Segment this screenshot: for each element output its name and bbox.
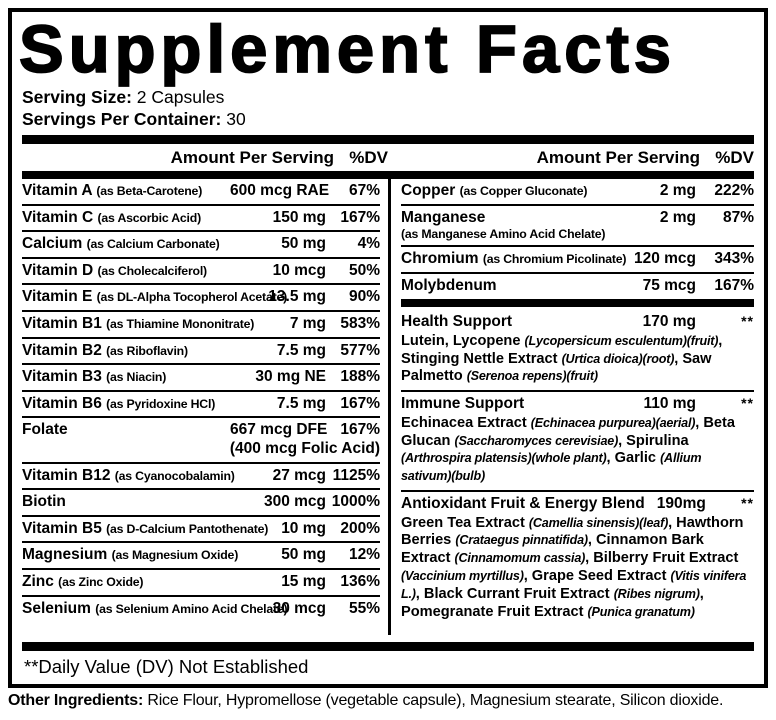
nutrient-dv: 222% <box>714 182 754 200</box>
nutrient-name: Chromium (as Chromium Picolinate) <box>401 250 627 268</box>
nutrient-name: Biotin <box>22 493 66 511</box>
nutrient-amount: 120 mcg <box>633 250 696 268</box>
right-nutrient-column <box>388 179 754 635</box>
nutrient-form: (as Thiamine Mononitrate) <box>106 317 255 332</box>
blend-ingredients <box>401 333 754 386</box>
ingredient-text: , Hawthorn Berries <box>401 514 744 549</box>
servings-per-container-value: 30 <box>226 108 246 129</box>
blend-section <box>401 392 754 492</box>
nutrient-dv: ** <box>741 395 754 412</box>
nutrient-dv: 1125% <box>332 466 380 484</box>
nutrient-form: (as Calcium Carbonate) <box>86 237 220 252</box>
nutrient-form: (as Cholecalciferol) <box>97 263 207 278</box>
nutrient-row <box>22 392 380 419</box>
latin-name: (Punica granatum) <box>587 604 695 619</box>
nutrient-name: Zinc (as Zinc Oxide) <box>22 572 144 590</box>
other-ingredients-label: Other Ingredients: <box>8 692 144 709</box>
nutrient-form: (as Riboflavin) <box>106 343 188 358</box>
nutrient-amount: 10 mcg <box>272 261 326 279</box>
divider-bar-thick <box>22 171 754 179</box>
nutrient-amount: 667 mcg DFE <box>230 421 328 439</box>
divider-bar-thick <box>401 299 754 307</box>
nutrient-form: (as Manganese Amino Acid Chelate) <box>401 227 606 242</box>
panel-title: Supplement Facts <box>19 12 677 87</box>
other-ingredients-text: Rice Flour, Hypromellose (vegetable capsule), Magnesium stearate, Silicon dioxide. <box>147 692 724 709</box>
nutrient-form: (as Zinc Oxide) <box>58 574 144 589</box>
nutrient-row <box>22 570 380 597</box>
nutrient-row <box>22 206 380 233</box>
nutrient-dv: 167% <box>340 421 380 439</box>
ingredient-text: , Black Currant Fruit Extract <box>415 585 614 602</box>
latin-name: (Arthrospira platensis)(whole plant) <box>401 451 607 466</box>
amount-per-serving-header: Amount Per Serving <box>170 148 334 168</box>
ingredient-text: Green Tea Extract <box>401 514 529 531</box>
nutrient-amount: 30 mg NE <box>255 368 326 386</box>
serving-size-value: 2 Capsules <box>136 86 225 107</box>
nutrient-form: (as Ascorbic Acid) <box>97 210 201 225</box>
nutrient-row <box>22 312 380 339</box>
nutrient-name: Health Support <box>401 313 513 331</box>
latin-name: (Cinnamomum cassia) <box>454 551 586 566</box>
latin-name: (Camellia sinensis)(leaf) <box>528 515 669 530</box>
nutrient-row <box>22 259 380 286</box>
percent-dv-header: %DV <box>349 148 388 168</box>
nutrient-amount: 2 mg <box>659 182 696 200</box>
latin-name: (Crataegus pinnatifida) <box>455 533 588 548</box>
nutrient-name: Manganese (as Manganese Amino Acid Chelate) <box>401 208 606 242</box>
left-column-header <box>22 148 388 168</box>
amount-per-serving-header: Amount Per Serving <box>536 148 700 168</box>
ingredient-text: , Garlic <box>606 450 661 467</box>
left-rows <box>22 179 380 621</box>
nutrient-amount: 150 mg <box>272 208 326 226</box>
nutrient-amount: 7.5 mg <box>276 394 326 412</box>
nutrient-amount: 300 mcg <box>263 493 326 511</box>
nutrient-dv: 583% <box>340 315 380 333</box>
latin-name: (Urtica dioica)(root) <box>561 351 675 366</box>
ingredient-text: , Saw Palmetto <box>401 350 712 385</box>
nutrient-row <box>401 310 754 333</box>
nutrient-row <box>22 543 380 570</box>
divider-bar-thick <box>22 135 754 144</box>
latin-name: (Vaccinium myrtillus) <box>401 568 524 583</box>
nutrient-dv: 50% <box>348 261 380 279</box>
ingredient-text: Lutein, Lycopene <box>401 332 525 349</box>
nutrient-name: Folate <box>22 421 68 439</box>
nutrient-dv: 1000% <box>331 493 380 511</box>
nutrient-form: (as Beta-Carotene) <box>96 184 203 199</box>
nutrient-name: Vitamin C (as Ascorbic Acid) <box>22 208 201 226</box>
nutrient-amount: 10 mg <box>281 519 326 537</box>
ingredient-text: , Pomegranate Fruit Extract <box>401 585 704 620</box>
ingredient-text: , Spirulina <box>618 432 689 449</box>
nutrient-dv: ** <box>741 313 754 330</box>
other-ingredients-line <box>8 692 774 710</box>
nutrient-name: Selenium (as Selenium Amino Acid Chelate) <box>22 599 288 617</box>
servings-per-container-line <box>22 108 754 130</box>
nutrient-name: Vitamin E (as DL-Alpha Tocopherol Acetate) <box>22 288 288 306</box>
blend-ingredients <box>401 515 754 622</box>
servings-per-container-label: Servings Per Container: <box>22 108 222 129</box>
ingredient-text: , Grape Seed Extract <box>523 567 671 584</box>
nutrient-name: Vitamin B1 (as Thiamine Mononitrate) <box>22 315 255 333</box>
nutrient-name: Vitamin A (as Beta-Carotene) <box>22 182 203 200</box>
latin-name: (Lycopersicum esculentum)(fruit) <box>524 333 719 348</box>
nutrient-row <box>22 285 380 312</box>
nutrient-form: (as Niacin) <box>106 370 167 385</box>
nutrient-amount: 110 mg <box>643 395 696 413</box>
latin-name: (Saccharomyces cerevisiae) <box>454 433 619 448</box>
ingredient-text: , Stinging Nettle Extract <box>401 332 723 367</box>
daily-value-footnote: **Daily Value (DV) Not Established <box>24 656 309 677</box>
nutrient-dv: 167% <box>714 276 754 294</box>
nutrient-row <box>401 179 754 206</box>
nutrient-name: Vitamin B6 (as Pyridoxine HCl) <box>22 394 216 412</box>
latin-name: (Ribes nigrum) <box>613 586 700 601</box>
nutrient-row <box>22 517 380 544</box>
right-column-header <box>388 148 754 168</box>
nutrient-name: Immune Support <box>401 395 525 413</box>
nutrient-row <box>401 274 754 299</box>
nutrient-amount: 13.5 mg <box>268 288 326 306</box>
nutrient-amount-line2: (400 mcg Folic Acid) <box>229 440 380 458</box>
ingredient-text: , Bilberry Fruit Extract <box>585 550 739 567</box>
nutrient-amount: 15 mg <box>281 572 326 590</box>
right-rows <box>401 179 754 298</box>
nutrient-form: (as D-Calcium Pantothenate) <box>106 521 269 536</box>
nutrient-row <box>22 179 380 206</box>
column-headers <box>22 144 754 171</box>
ingredient-text: Echinacea Extract <box>401 414 531 431</box>
nutrient-amount: 50 mg <box>281 235 326 253</box>
nutrient-amount: 7 mg <box>289 315 326 333</box>
nutrient-dv: 12% <box>348 546 380 564</box>
latin-name: (Serenoa repens)(fruit) <box>466 369 598 384</box>
nutrient-amount: 170 mg <box>642 313 696 331</box>
nutrient-form: (as Magnesium Oxide) <box>111 548 239 563</box>
nutrient-dv: 87% <box>722 208 754 226</box>
percent-dv-header: %DV <box>715 148 754 168</box>
nutrient-row <box>401 492 754 515</box>
nutrient-row <box>22 464 380 491</box>
nutrient-name: Calcium (as Calcium Carbonate) <box>22 235 220 253</box>
nutrient-dv: 136% <box>340 572 380 590</box>
nutrient-row <box>22 232 380 259</box>
nutrient-amount: 30 mcg <box>272 599 326 617</box>
nutrient-amount: 600 mcg RAE <box>230 182 330 200</box>
divider-bar-thick <box>22 642 754 651</box>
nutrient-dv: 167% <box>340 394 380 412</box>
latin-name: (Allium sativum)(bulb) <box>401 451 702 484</box>
nutrient-name: Vitamin B5 (as D-Calcium Pantothenate) <box>22 519 269 537</box>
nutrient-form: (as Selenium Amino Acid Chelate) <box>95 601 288 616</box>
nutrient-form: (as Pyridoxine HCl) <box>106 396 216 411</box>
nutrient-dv: 200% <box>340 519 380 537</box>
nutrient-row <box>401 392 754 415</box>
blend-section <box>401 492 754 625</box>
nutrient-form: (as DL-Alpha Tocopherol Acetate) <box>96 290 288 305</box>
nutrient-name: Vitamin B12 (as Cyanocobalamin) <box>22 466 235 484</box>
nutrient-amount: 50 mg <box>281 546 326 564</box>
nutrient-dv: 167% <box>340 208 380 226</box>
nutrient-dv: 4% <box>357 235 380 253</box>
nutrient-name: Vitamin B3 (as Niacin) <box>22 368 167 386</box>
nutrient-dv: 90% <box>348 288 380 306</box>
blend-ingredients <box>401 415 754 486</box>
nutrient-name: Antioxidant Fruit & Energy Blend <box>401 494 645 512</box>
ingredient-text: , Beta Glucan <box>401 414 736 449</box>
blend-section <box>401 310 754 392</box>
nutrient-amount: 190mg <box>656 494 706 512</box>
nutrient-name: Magnesium (as Magnesium Oxide) <box>22 546 239 564</box>
nutrient-dv: 343% <box>714 250 754 268</box>
nutrient-row <box>22 339 380 366</box>
nutrient-form: (as Cyanocobalamin) <box>114 468 235 483</box>
nutrient-row <box>22 490 380 517</box>
serving-size-label: Serving Size: <box>22 86 132 107</box>
nutrient-amount: 27 mcg <box>272 466 326 484</box>
nutrient-row <box>401 247 754 274</box>
nutrient-row <box>22 365 380 392</box>
ingredient-text: , Cinnamon Bark Extract <box>401 532 704 567</box>
nutrient-dv: 577% <box>340 341 380 359</box>
latin-name: (Vitis vinifera L.) <box>401 568 747 601</box>
left-nutrient-column <box>22 179 388 635</box>
nutrient-row <box>401 206 754 247</box>
supplement-facts-label <box>8 8 768 688</box>
nutrient-columns <box>22 179 754 635</box>
nutrient-amount: 7.5 mg <box>276 341 326 359</box>
nutrient-amount: 2 mg <box>659 208 696 226</box>
nutrient-dv: 55% <box>348 599 380 617</box>
nutrient-name: Vitamin D (as Cholecalciferol) <box>22 261 207 279</box>
nutrient-name: Copper (as Copper Gluconate) <box>401 182 588 200</box>
latin-name: (Echinacea purpurea)(aerial) <box>530 415 696 430</box>
nutrient-dv: 188% <box>340 368 380 386</box>
serving-size-line <box>22 86 754 108</box>
nutrient-amount: 75 mcg <box>642 276 696 294</box>
nutrient-name: Vitamin B2 (as Riboflavin) <box>22 341 188 359</box>
blend-sections <box>401 310 754 625</box>
nutrient-form: (as Copper Gluconate) <box>459 184 588 199</box>
nutrient-row <box>22 597 380 622</box>
nutrient-dv: ** <box>741 494 754 511</box>
nutrient-name: Molybdenum <box>401 276 497 294</box>
nutrient-dv: 67% <box>348 182 380 200</box>
nutrient-row <box>22 418 380 463</box>
panel-footer <box>22 642 754 678</box>
nutrient-form: (as Chromium Picolinate) <box>482 252 627 267</box>
